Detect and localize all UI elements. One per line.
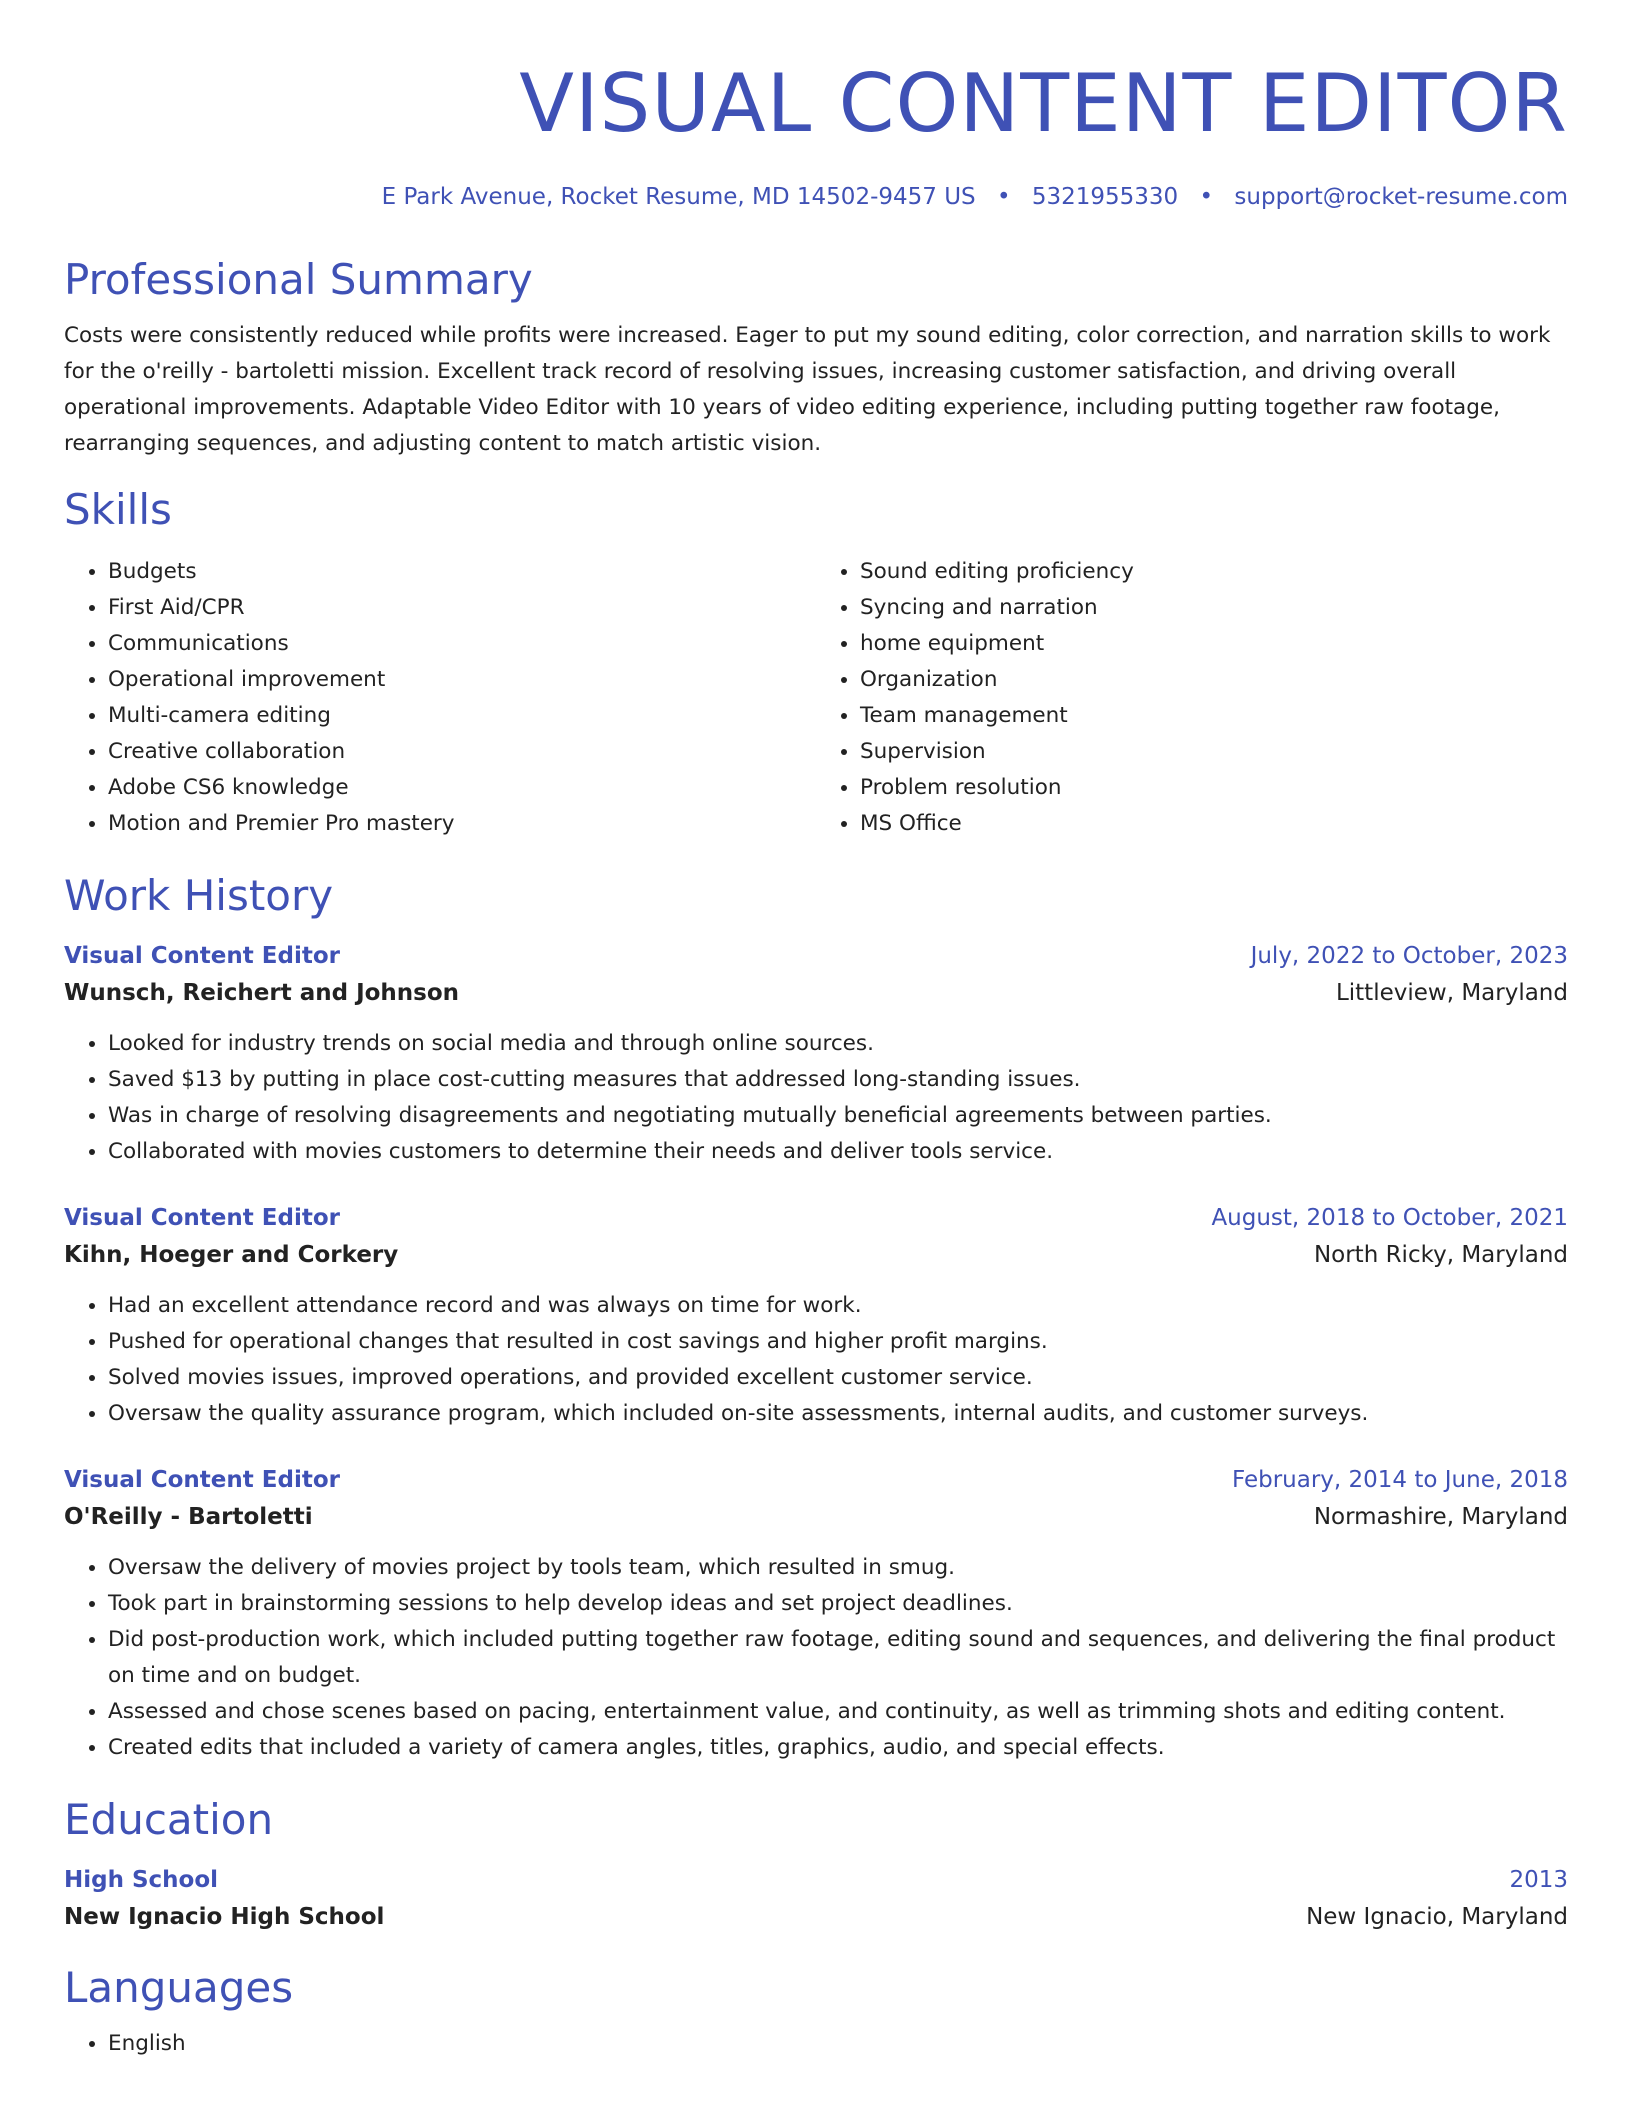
contact-separator: • (1199, 184, 1214, 210)
education-location: New Ignacio, Maryland (1306, 1904, 1568, 1930)
resume-title: VISUAL CONTENT EDITOR (519, 57, 1568, 150)
language-item: • English (108, 2026, 1568, 2062)
skill-item: • Budgets (108, 554, 816, 590)
skill-item: • Communications (108, 626, 816, 662)
contact-email[interactable]: support@rocket-resume.com (1234, 184, 1568, 210)
education-heading: Education (64, 1795, 274, 1844)
job-location: Normashire, Maryland (1313, 1504, 1568, 1530)
job-bullet: • Assessed and chose scenes based on pacing, entertainment value, and continuity, as well as trimming shots and editing content. (108, 1694, 1568, 1730)
job-bullet: • Solved movies issues, improved operations, and provided excellent customer service. (108, 1360, 1568, 1396)
job-entry (64, 938, 1568, 1170)
job-bullet: • Looked for industry trends on social media and through online sources. (108, 1026, 1568, 1062)
job-bullets (64, 1288, 1568, 1432)
job-company: O'Reilly - Bartoletti (64, 1504, 313, 1530)
skill-item: • Problem resolution (860, 770, 1568, 806)
skill-item: • Adobe CS6 knowledge (108, 770, 816, 806)
job-dates: July, 2022 to October, 2023 (1250, 943, 1568, 969)
job-bullet: • Was in charge of resolving disagreements and negotiating mutually beneficial agreements between parties. (108, 1098, 1568, 1134)
job-bullet: • Collaborated with movies customers to determine their needs and deliver tools service. (108, 1134, 1568, 1170)
skill-item: • home equipment (860, 626, 1568, 662)
skill-item: • Team management (860, 698, 1568, 734)
job-entry (64, 1462, 1568, 1766)
skills-heading: Skills (64, 485, 172, 534)
job-dates: August, 2018 to October, 2021 (1211, 1205, 1568, 1231)
skill-item: • Multi-camera editing (108, 698, 816, 734)
languages-heading: Languages (64, 1963, 294, 2012)
job-location: North Ricky, Maryland (1313, 1242, 1568, 1268)
contact-separator: • (996, 184, 1011, 210)
skill-item: • Creative collaboration (108, 734, 816, 770)
work-history-heading: Work History (64, 871, 334, 920)
skill-item: • Organization (860, 662, 1568, 698)
job-company: Kihn, Hoeger and Corkery (64, 1242, 399, 1268)
education-year: 2013 (1509, 1867, 1568, 1893)
education-degree: High School (64, 1867, 219, 1893)
job-bullets (64, 1550, 1568, 1766)
skills-grid (64, 554, 1568, 842)
job-bullets (64, 1026, 1568, 1170)
job-bullet: • Took part in brainstorming sessions to help develop ideas and set project deadlines. (108, 1586, 1568, 1622)
skill-item: • Sound editing proficiency (860, 554, 1568, 590)
job-dates: February, 2014 to June, 2018 (1231, 1467, 1568, 1493)
resume-page (64, 0, 1568, 2062)
job-bullet: • Oversaw the delivery of movies project by tools team, which resulted in smug. (108, 1550, 1568, 1586)
summary-heading: Professional Summary (64, 255, 533, 304)
languages-list (64, 2026, 1568, 2062)
skill-item: • Supervision (860, 734, 1568, 770)
skill-item: • MS Office (860, 806, 1568, 842)
job-bullet: • Oversaw the quality assurance program, which included on-site assessments, internal audits, and customer surveys. (108, 1396, 1568, 1432)
contact-line (64, 182, 1568, 212)
job-role: Visual Content Editor (64, 1467, 340, 1493)
education-entry (64, 1862, 1568, 1936)
job-bullet: • Did post-production work, which included putting together raw footage, editing sound and sequences, and delivering the final product on time and on budget. (108, 1622, 1568, 1694)
job-bullet: • Had an excellent attendance record and was always on time for work. (108, 1288, 1568, 1324)
job-entry (64, 1200, 1568, 1432)
job-bullet: • Saved $13 by putting in place cost-cutting measures that addressed long-standing issues. (108, 1062, 1568, 1098)
skill-item: • Motion and Premier Pro mastery (108, 806, 816, 842)
skill-item: • Operational improvement (108, 662, 816, 698)
job-role: Visual Content Editor (64, 943, 340, 969)
job-bullet: • Created edits that included a variety of camera angles, titles, graphics, audio, and special effects. (108, 1730, 1568, 1766)
skills-right-column (816, 554, 1568, 842)
contact-phone: 5321955330 (1031, 184, 1179, 210)
job-role: Visual Content Editor (64, 1205, 340, 1231)
contact-address: E Park Avenue, Rocket Resume, MD 14502-9457 US (381, 184, 976, 210)
skills-left-column (64, 554, 816, 842)
education-school: New Ignacio High School (64, 1904, 385, 1930)
skill-item: • Syncing and narration (860, 590, 1568, 626)
summary-text: Costs were consistently reduced while profits were increased. Eager to put my sound editing, color correction, and narration skills to work for the o'reilly - bartoletti mission. Excellent track record of resolving issues, increasing customer satisfaction, and driving overall operational improvements. Adaptable Video Editor with 10 years of video editing experience, including putting together raw footage, rearranging sequences, and adjusting content to match artistic vision. (64, 323, 1551, 456)
job-company: Wunsch, Reichert and Johnson (64, 980, 460, 1006)
job-bullet: • Pushed for operational changes that resulted in cost savings and higher profit margins. (108, 1324, 1568, 1360)
job-location: Littleview, Maryland (1335, 980, 1568, 1006)
skill-item: • First Aid/CPR (108, 590, 816, 626)
